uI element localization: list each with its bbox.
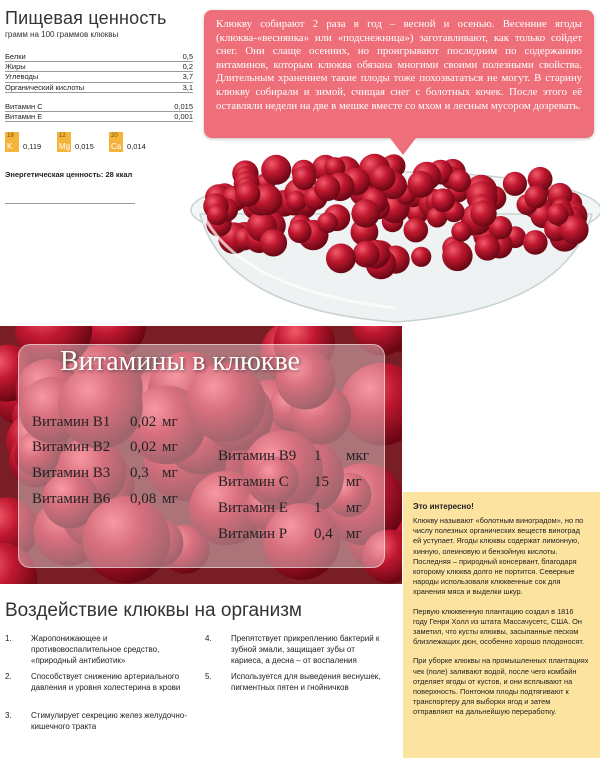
cranberry [451,221,471,241]
nutrition-row [5,82,193,92]
vitamin-unit: мг [346,474,362,490]
effect-text: Стимулирует секрецию желез желудочно-кишечного тракта [31,711,187,731]
vitamin-amount: 1 [314,448,322,464]
vitamin-amount: 0,02 [130,439,157,455]
vitamin-amount: 15 [314,474,329,490]
nutrient-label: Углеводы [5,72,157,82]
cranberry [314,175,340,201]
effect-text: Используется для выведения веснушек, пигментных пятен и гнойничков [231,672,381,692]
vitamin-unit: мкг [346,448,369,464]
nutrient-value: 0,5 [157,52,193,62]
effect-text: Жаропонижающее и противовоспалительное средство, «природный антибиотик» [31,634,160,665]
effect-item [5,671,190,705]
element-symbol: K [7,142,13,152]
vitamins-title: Витамины в клюкве [60,346,300,377]
cranberry [207,204,228,225]
nutrition-row [5,72,193,82]
nutrition-row [5,62,193,72]
vitamin-name: Витамин В3 [32,465,111,481]
fact-paragraph: Клюкву называют «болотным виноградом», но по числу полезных органических веществ виноград ей уступает. Ягоды клюквы содержат лимонную, хинную, олеиновую и бензойную кислоты. Последняя – природный консервант, благодаря которому клюква долго не портится. Северные народы использовали клюквенные сок для хранения мяса и выделки шкур. [413,516,584,597]
cranberry [326,244,356,274]
cranberry [524,186,547,209]
effect-number: 4. [205,634,212,643]
nutrient-value: 3,7 [157,72,193,82]
cranberry-bowl-image [186,140,600,330]
vitamin-name: Витамин В9 [218,448,297,464]
fact-heading: Это интересно! [413,502,474,511]
cranberry [317,212,338,233]
nutrition-panel [5,8,193,204]
nutrient-label: Органический кислоты [5,82,157,92]
cranberry [470,200,496,226]
cranberry [523,230,548,255]
cranberry [370,165,396,191]
energy-value: Энергетическая ценность: 28 ккал [5,170,133,180]
effect-text: Способствует снижению артериального давления и уровня холестерина в крови [31,672,181,692]
fact-paragraph: Первую клюквенную плантацию создал в 1816 году Генри Холл из штата Массачусетс, США. Он заметил, что кусты клюквы, засыпанные песком близлежащих дюн, особенно хорошо плодоносят. [413,606,584,647]
fact-paragraph: При уборке клюквы на промышленных плантациях чек (поле) заливают водой, после чего комбайн отделяет ягоды от кустов, и они всплывают на поверхность. Понтоном плоды подтягивают к транспортеру для выборки ягод и затем отправляют на дальнейшую переработку. [413,656,589,717]
effect-text: Препятствует прикреплению бактерий к зубной эмали, защищает зубы от кариеса, а десна – от воспаления [231,634,380,665]
atomic-number: 12 [59,133,66,140]
element-symbol: Ca [111,142,122,152]
cranberry [404,218,429,243]
mineral-badge-ca [109,132,123,152]
divider [5,203,135,204]
cranberry [286,191,306,211]
vitamin-name: Витамин Р [218,526,288,542]
vitamin-value: 0,001 [157,111,193,121]
atomic-number: 19 [7,133,14,140]
vitamin-label: Витамин С [5,102,157,112]
cranberry [431,188,455,212]
effects-title: Воздействие клюквы на организм [5,600,302,621]
effect-item [205,671,395,695]
nutrition-table [5,52,193,122]
effect-number: 2. [5,672,12,681]
vitamin-amount: 1 [314,500,322,516]
effect-number: 5. [205,672,212,681]
nutrition-subtitle: грамм на 100 граммов клюквы [5,30,119,39]
mineral-badge-k [5,132,19,152]
vitamin-name: Витамин В2 [32,439,111,455]
element-symbol: Mg [59,142,71,152]
mineral-value: 0,015 [75,142,94,152]
cranberry [351,199,379,227]
cranberry [288,220,312,244]
harvest-info-bubble [204,10,594,138]
cranberry [408,171,435,198]
vitamin-name: Витамин В6 [32,491,111,507]
effect-item [5,710,190,734]
cranberry [547,204,569,226]
effect-number: 3. [5,711,12,720]
vitamin-label: Витамин Е [5,111,157,121]
effect-item [205,633,395,667]
vitamin-name: Витамин Е [218,500,288,516]
cranberry [475,235,500,260]
nutrition-row [5,111,193,121]
minerals-row [5,130,193,152]
vitamin-unit: мг [162,491,178,507]
cranberry [449,170,471,192]
vitamin-unit: мг [162,414,178,430]
nutrition-title: Пищевая ценность [5,8,167,28]
cranberry [411,247,431,267]
vitamin-name: Витамин В1 [32,414,111,430]
vitamin-amount: 0,4 [314,526,333,542]
cranberry [260,229,287,256]
nutrient-value: 0,2 [157,62,193,72]
mineral-value: 0,119 [23,142,42,152]
atomic-number: 20 [111,133,118,140]
vitamin-unit: мг [162,439,178,455]
bubble-text: Клюкву собирают 2 раза в год – весной и осенью. Весенние ягоды (клюква-«веснянка» или «подснежница») заготавливают, как только сойдет снег. Они слаще осенних, но проигрывают последним по содержанию витаминов, которым клюква обязана многими своими полезными свойства. Длительным хранением такие плоды тоже похозвататься не могут. В старину клюкву собирали и зимой, счищая снег с болотных кочек. После этого её оставляли недели на две в мешке вместе со мхом и лесным мусором дозревать. [216,18,582,112]
cranberry [503,172,527,196]
cranberry [292,166,316,190]
nutrition-row [5,102,193,112]
cranberry [261,155,291,185]
vitamin-amount: 0,08 [130,491,157,507]
vitamin-amount: 0,3 [130,465,149,481]
nutrient-label: Белки [5,52,157,62]
cranberry [235,182,260,207]
mineral-value: 0,014 [127,142,146,152]
nutrition-row [5,52,193,62]
cranberry [353,241,380,268]
mineral-badge-mg [57,132,71,152]
vitamin-name: Витамин С [218,474,289,490]
vitamin-value: 0,015 [157,102,193,112]
vitamin-amount: 0,02 [130,414,157,430]
vitamin-unit: мг [162,465,178,481]
interesting-fact-panel [403,492,600,758]
effect-item [5,633,190,667]
vitamin-unit: мг [346,500,362,516]
vitamin-unit: мг [346,526,362,542]
effect-number: 1. [5,634,12,643]
nutrient-label: Жиры [5,62,157,72]
cranberry [442,241,472,271]
nutrient-value: 3,1 [157,82,193,92]
